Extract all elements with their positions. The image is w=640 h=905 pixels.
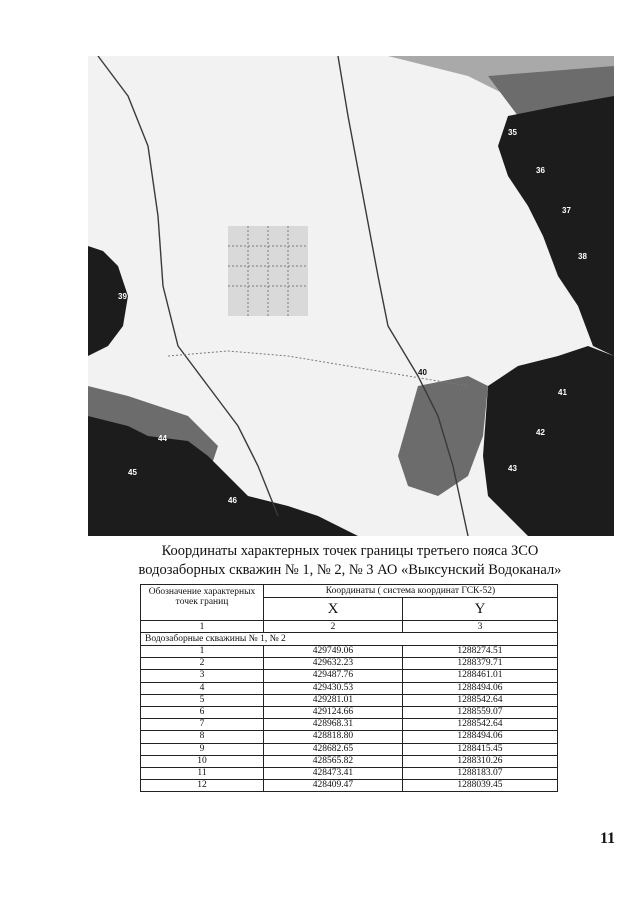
table-row <box>141 706 558 718</box>
map-marker-label: 41 <box>558 388 567 397</box>
point-number-cell: 5 <box>141 694 264 706</box>
y-coordinate-cell: 1288461.01 <box>402 670 557 682</box>
point-number-cell: 10 <box>141 755 264 767</box>
x-coordinate-cell: 428473.41 <box>264 767 403 779</box>
y-coordinate-cell: 1288415.45 <box>402 743 557 755</box>
x-coordinate-cell: 429487.76 <box>264 670 403 682</box>
y-coordinate-cell: 1288274.51 <box>402 646 557 658</box>
y-coordinate-cell: 1288183.07 <box>402 767 557 779</box>
aerial-map <box>88 56 614 536</box>
table-row <box>141 646 558 658</box>
x-coordinate-cell: 428565.82 <box>264 755 403 767</box>
x-coordinate-cell: 428409.47 <box>264 780 403 792</box>
point-number-cell: 4 <box>141 682 264 694</box>
column-number: 2 <box>264 621 403 633</box>
map-graphic <box>88 56 614 536</box>
map-marker-label: 44 <box>158 434 167 443</box>
map-marker-label: 37 <box>562 206 571 215</box>
x-coordinate-cell: 428682.65 <box>264 743 403 755</box>
table-row <box>141 670 558 682</box>
table-row <box>141 719 558 731</box>
y-coordinate-cell: 1288542.64 <box>402 694 557 706</box>
coordinates-table <box>140 584 558 792</box>
y-coordinate-cell: 1288310.26 <box>402 755 557 767</box>
x-coordinate-cell: 429632.23 <box>264 658 403 670</box>
y-coordinate-cell: 1288494.06 <box>402 731 557 743</box>
point-number-cell: 6 <box>141 706 264 718</box>
y-coordinate-cell: 1288379.71 <box>402 658 557 670</box>
y-coordinate-cell: 1288542.64 <box>402 719 557 731</box>
point-number-cell: 11 <box>141 767 264 779</box>
x-coordinate-cell: 428968.31 <box>264 719 403 731</box>
table-body <box>141 646 558 792</box>
table-heading <box>100 542 600 580</box>
coordinates-table-wrapper <box>140 584 558 792</box>
table-row <box>141 694 558 706</box>
x-coordinate-cell: 429749.06 <box>264 646 403 658</box>
x-coordinate-cell: 428818.80 <box>264 731 403 743</box>
column-number: 3 <box>402 621 557 633</box>
point-number-cell: 2 <box>141 658 264 670</box>
x-coordinate-cell: 429430.53 <box>264 682 403 694</box>
heading-line-1: Координаты характерных точек границы третьего пояса ЗСО <box>161 543 539 559</box>
heading-line-2: водозаборных скважин № 1, № 2, № 3 АО «Выксунский Водоканал» <box>138 562 562 578</box>
map-marker-label: 45 <box>128 468 137 477</box>
column-number: 1 <box>141 621 264 633</box>
header-x: X <box>264 598 403 621</box>
point-number-cell: 1 <box>141 646 264 658</box>
section-title: Водозаборные скважины № 1, № 2 <box>141 633 558 646</box>
header-y: Y <box>402 598 557 621</box>
table-row <box>141 658 558 670</box>
map-marker-label: 42 <box>536 428 545 437</box>
table-row <box>141 682 558 694</box>
point-number-cell: 8 <box>141 731 264 743</box>
point-number-cell: 9 <box>141 743 264 755</box>
x-coordinate-cell: 429124.66 <box>264 706 403 718</box>
table-row <box>141 755 558 767</box>
point-number-cell: 7 <box>141 719 264 731</box>
map-marker-label: 46 <box>228 496 237 505</box>
x-coordinate-cell: 429281.01 <box>264 694 403 706</box>
y-coordinate-cell: 1288559.07 <box>402 706 557 718</box>
header-point-name: Обозначение характерных точек границ <box>141 585 264 621</box>
page-number: 11 <box>600 830 616 847</box>
table-row <box>141 731 558 743</box>
table-row <box>141 743 558 755</box>
table-row <box>141 780 558 792</box>
point-number-cell: 12 <box>141 780 264 792</box>
map-marker-label: 43 <box>508 464 517 473</box>
map-marker-label: 40 <box>418 368 427 377</box>
table-row <box>141 767 558 779</box>
map-marker-label: 35 <box>508 128 517 137</box>
point-number-cell: 3 <box>141 670 264 682</box>
map-marker-label: 36 <box>536 166 545 175</box>
y-coordinate-cell: 1288039.45 <box>402 780 557 792</box>
y-coordinate-cell: 1288494.06 <box>402 682 557 694</box>
map-marker-label: 38 <box>578 252 587 261</box>
header-coordinates: Координаты ( система координат ГСК-52) <box>264 585 558 598</box>
map-marker-label: 39 <box>118 292 127 301</box>
